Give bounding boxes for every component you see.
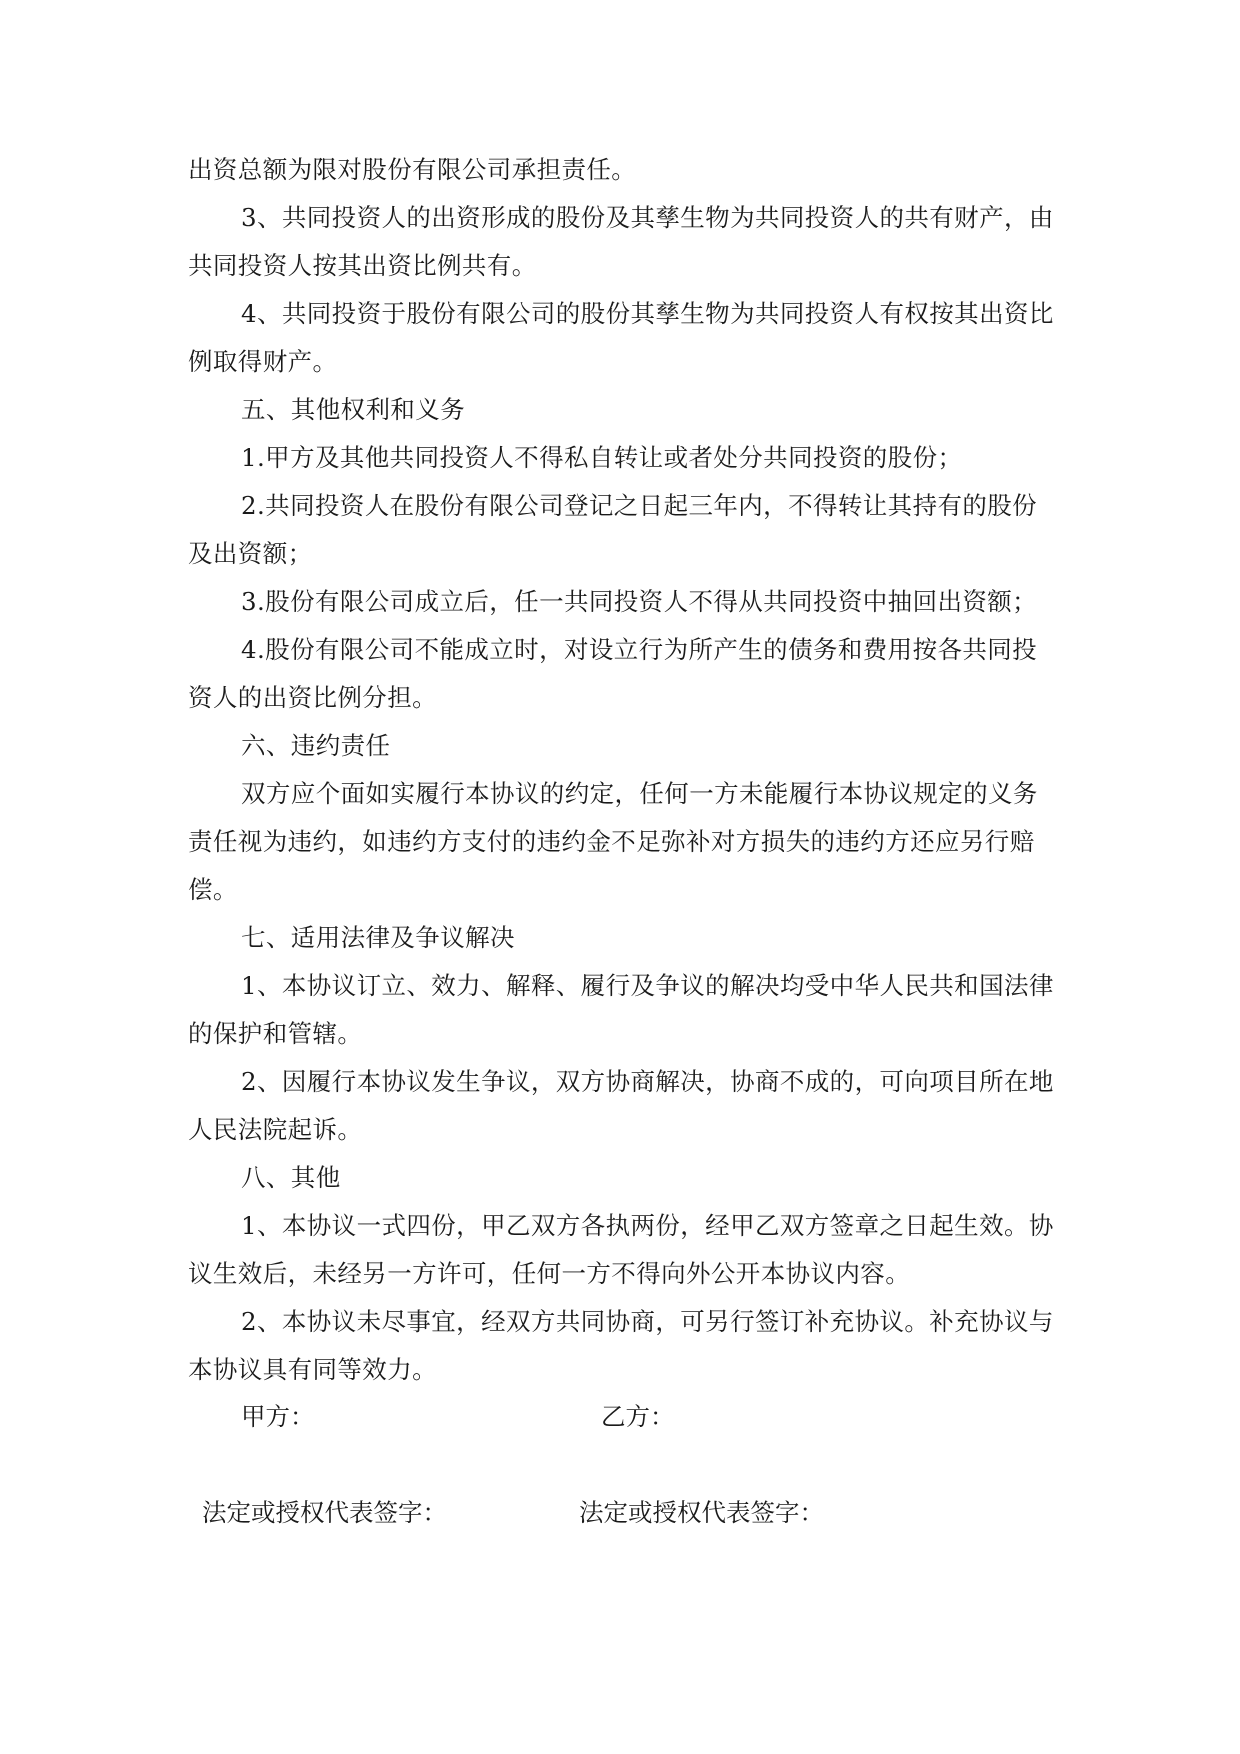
paragraph-line: 1.甲方及其他共同投资人不得私自转让或者处分共同投资的股份；: [241, 443, 963, 472]
party-a-label: 甲方：: [241, 1402, 315, 1431]
paragraph-line: 1、本协议订立、效力、解释、履行及争议的解决均受中华人民共和国法律: [241, 971, 1054, 1000]
paragraph-line: 本协议具有同等效力。: [188, 1355, 437, 1384]
section-heading: 五、其他权利和义务: [241, 395, 466, 424]
paragraph-line: 例取得财产。: [188, 347, 338, 376]
paragraph-line: 3、共同投资人的出资形成的股份及其孳生物为共同投资人的共有财产，由: [241, 203, 1054, 232]
paragraph-line: 的保护和管辖。: [188, 1019, 363, 1048]
party-b-representative-signature-label: 法定或授权代表签字：: [579, 1498, 824, 1527]
paragraph-line: 2、因履行本协议发生争议，双方协商解决，协商不成的，可向项目所在地: [241, 1067, 1054, 1096]
paragraph-line: 资人的出资比例分担。: [188, 683, 437, 712]
paragraph-line: 议生效后，未经另一方许可，任何一方不得向外公开本协议内容。: [188, 1259, 911, 1288]
section-heading: 八、其他: [241, 1163, 341, 1192]
paragraph-line: 1、本协议一式四份，甲乙双方各执两份，经甲乙双方签章之日起生效。协: [241, 1211, 1054, 1240]
party-b-label: 乙方：: [601, 1402, 675, 1431]
section-heading: 六、违约责任: [241, 731, 391, 760]
paragraph-line: 共同投资人按其出资比例共有。: [188, 251, 537, 280]
paragraph-line: 双方应个面如实履行本协议的约定，任何一方未能履行本协议规定的义务: [241, 779, 1038, 808]
paragraph-line: 2、本协议未尽事宜，经双方共同协商，可另行签订补充协议。补充协议与: [241, 1307, 1054, 1336]
paragraph-line: 及出资额；: [188, 539, 313, 568]
paragraph-line: 人民法院起诉。: [188, 1115, 363, 1144]
paragraph-line: 4.股份有限公司不能成立时，对设立行为所产生的债务和费用按各共同投: [241, 635, 1038, 664]
paragraph-line: 偿。: [188, 875, 238, 904]
paragraph-line: 出资总额为限对股份有限公司承担责任。: [188, 155, 637, 184]
party-a-representative-signature-label: 法定或授权代表签字：: [202, 1498, 447, 1527]
paragraph-line: 3.股份有限公司成立后，任一共同投资人不得从共同投资中抽回出资额；: [241, 587, 1038, 616]
paragraph-line: 4、共同投资于股份有限公司的股份其孳生物为共同投资人有权按其出资比: [241, 299, 1054, 328]
paragraph-line: 2.共同投资人在股份有限公司登记之日起三年内，不得转让其持有的股份: [241, 491, 1038, 520]
section-heading: 七、适用法律及争议解决: [241, 923, 515, 952]
paragraph-line: 责任视为违约，如违约方支付的违约金不足弥补对方损失的违约方还应另行赔: [188, 827, 1035, 856]
